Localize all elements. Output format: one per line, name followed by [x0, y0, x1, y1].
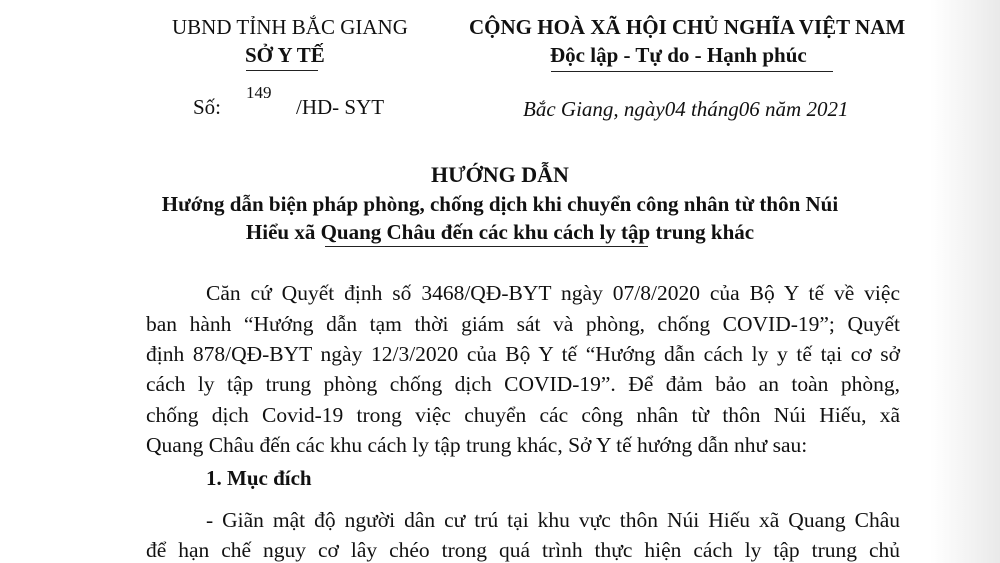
paragraph-line: Căn cứ Quyết định số 3468/QĐ-BYT ngày 07/8/2020 của Bộ Y tế về việc — [206, 281, 900, 305]
place-and-date: Bắc Giang, ngày04 tháng06 năm 2021 — [523, 97, 849, 121]
national-title: CỘNG HOÀ XÃ HỘI CHỦ NGHĨA VIỆT NAM — [469, 15, 906, 39]
document-number-label: Số: — [193, 95, 222, 119]
document-type: HƯỚNG DẪN — [431, 162, 569, 187]
document-number-suffix: /HD- SYT — [296, 95, 385, 119]
motto-underline — [551, 71, 833, 72]
national-motto: Độc lập - Tự do - Hạnh phúc — [550, 43, 807, 67]
paragraph-line: chống dịch Covid-19 trong việc chuyển các công nhân từ thôn Núi Hiếu, xã — [146, 403, 900, 427]
paragraph-line: để hạn chế nguy cơ lây chéo trong quá trình thực hiện cách ly tập trung chủ — [146, 538, 900, 562]
paragraph-line: ban hành “Hướng dẫn tạm thời giám sát và phòng, chống COVID-19”; Quyết — [146, 312, 900, 336]
title-underline — [325, 246, 648, 247]
document-number: 149 — [246, 83, 272, 102]
agency-underline — [246, 70, 318, 71]
section-heading: 1. Mục đích — [206, 466, 312, 490]
paragraph-line: cách ly tập trung phòng chống dịch COVID-19”. Để đảm bảo an toàn phòng, — [146, 372, 900, 396]
document-title-line: Hướng dẫn biện pháp phòng, chống dịch khi chuyển công nhân từ thôn Núi — [161, 192, 839, 216]
paragraph-line: Quang Châu đến các khu cách ly tập trung khác, Sở Y tế hướng dẫn như sau: — [146, 433, 808, 457]
agency-parent: UBND TỈNH BẮC GIANG — [172, 15, 408, 39]
document-title-line: Hiểu xã Quang Châu đến các khu cách ly tập trung khác — [245, 220, 755, 244]
agency-name: SỞ Y TẾ — [245, 43, 325, 67]
paragraph-line: định 878/QĐ-BYT ngày 12/3/2020 của Bộ Y tế “Hướng dẫn cách ly y tế tại cơ sở — [146, 342, 900, 366]
paragraph-line: - Giãn mật độ người dân cư trú tại khu vực thôn Núi Hiếu xã Quang Châu — [206, 508, 900, 532]
